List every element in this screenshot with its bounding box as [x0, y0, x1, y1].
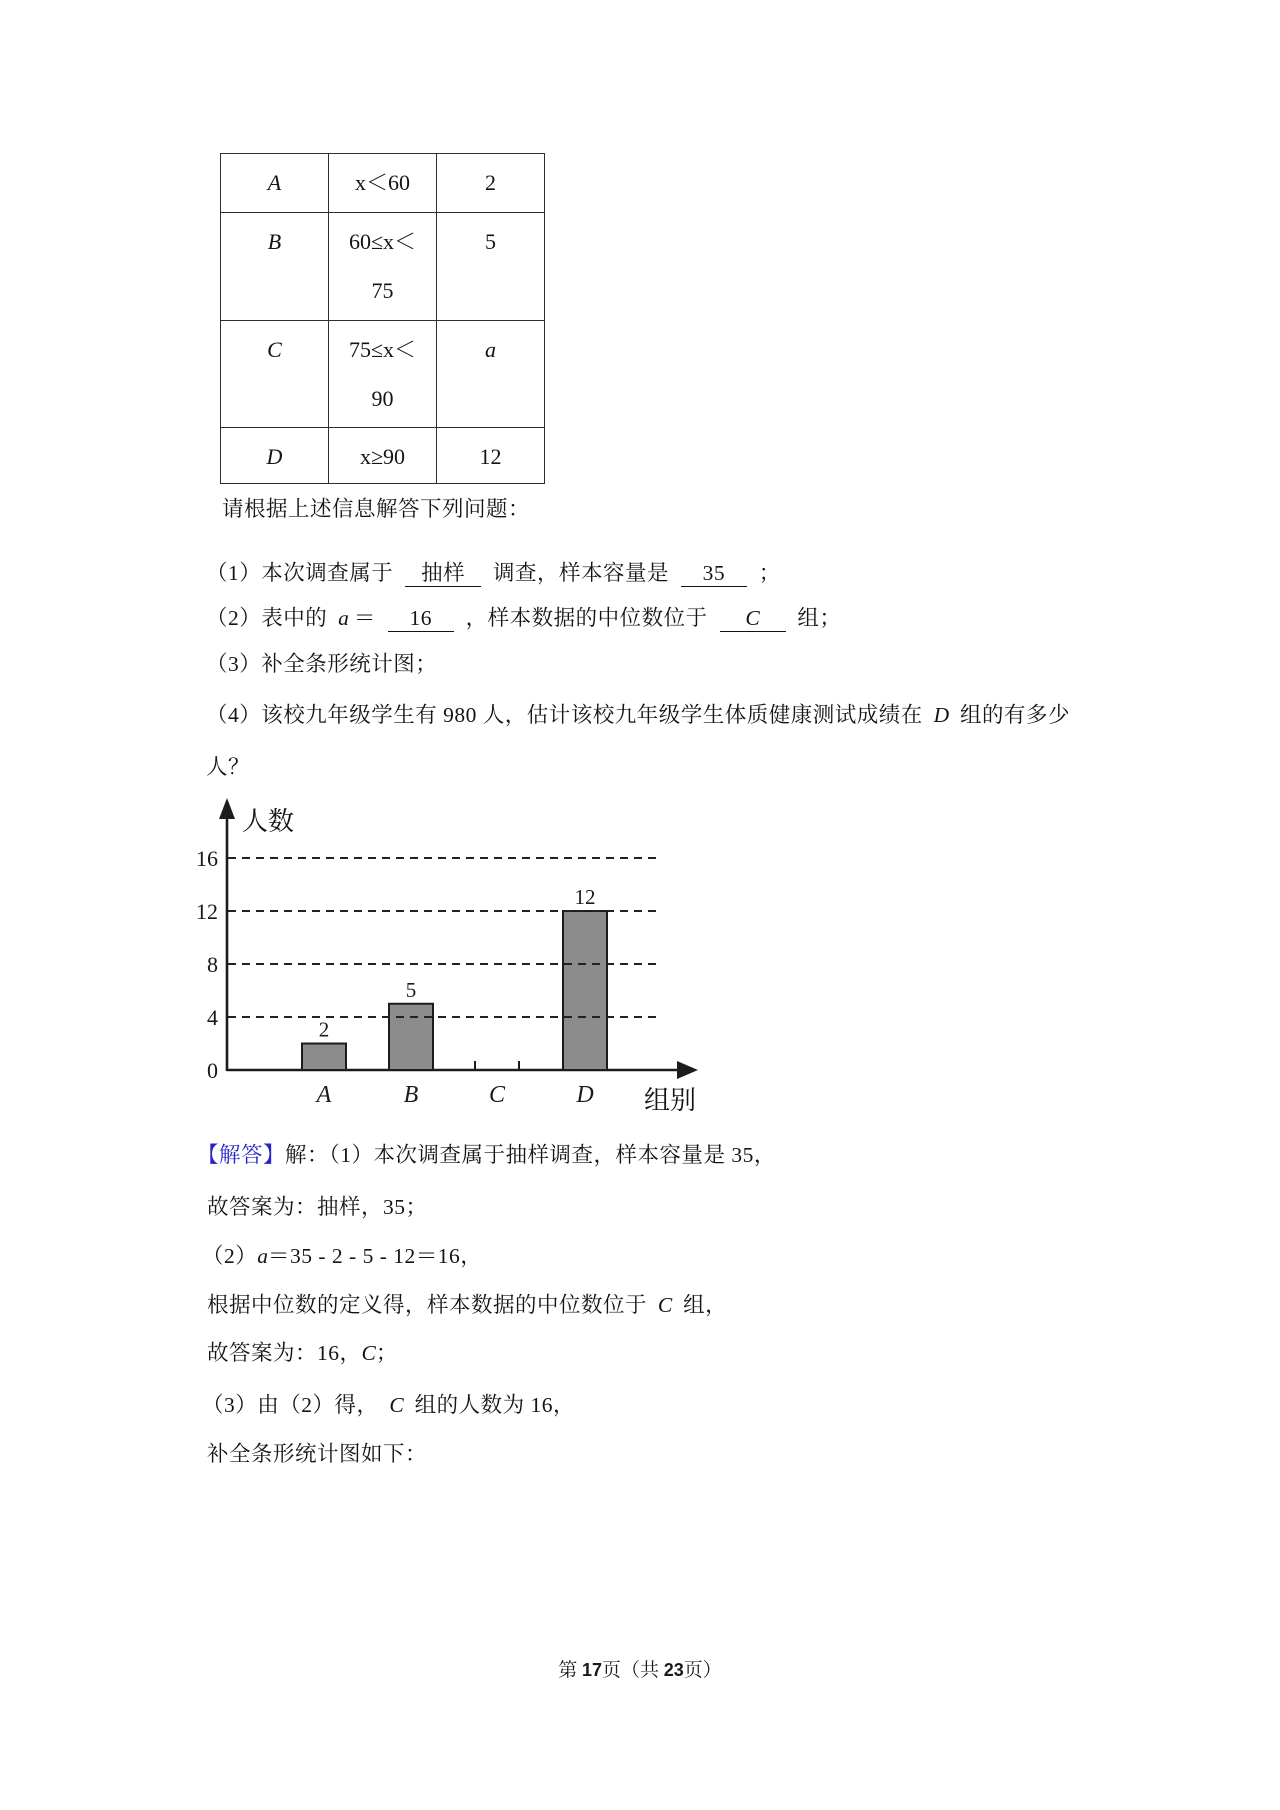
q2-equals: ＝ [353, 606, 376, 630]
range-line: 60≤x＜ [348, 229, 417, 254]
question-1 [206, 556, 781, 587]
bar-value-label: 2 [318, 1017, 330, 1042]
q1-blank-sample-size: 35 [681, 561, 747, 587]
category-label-c: C [488, 1082, 506, 1108]
q1-text-end: ； [758, 561, 781, 585]
table-row [221, 321, 545, 428]
chart-bar-d [563, 911, 607, 1070]
s3-text-post: ＝35 - 2 - 5 - 12＝16， [268, 1244, 483, 1268]
table-cell-count-b: 5 [437, 213, 545, 321]
s4-text-pre: 根据中位数的定义得，样本数据的中位数位于 [207, 1293, 648, 1317]
q4-text-post: 组的有多少 [960, 703, 1071, 727]
s6-text-pre: （3）由（2）得， [202, 1393, 379, 1417]
y-axis-label: 人数 [242, 807, 295, 836]
question-2 [206, 601, 841, 632]
q2-variable-a: a [338, 606, 349, 630]
q2-text-end: 组； [797, 606, 842, 630]
bar-chart [140, 792, 720, 1127]
q2-blank-a-value: 16 [388, 606, 454, 632]
table-row [221, 428, 545, 484]
x-axis-arrow-icon [677, 1061, 698, 1079]
table-cell-count-a: 2 [437, 154, 545, 213]
solution-s1-text: 解：（1）本次调查属于抽样调查，样本容量是 35， [285, 1143, 776, 1167]
s3-variable-a: a [257, 1244, 269, 1268]
solution-line-1 [197, 1138, 776, 1169]
chart-bar-b [389, 1004, 433, 1070]
footer-page-number: 17 [581, 1660, 602, 1680]
solution-line-5 [207, 1336, 398, 1367]
y-tick-label: 8 [207, 952, 218, 977]
solution-line-2: 故答案为：抽样，35； [207, 1195, 428, 1219]
s4-text-post: 组， [683, 1293, 728, 1317]
table-row [221, 213, 545, 321]
s5-text-post: ； [375, 1341, 398, 1365]
x-axis-label: 组别 [644, 1086, 697, 1115]
table-row [221, 154, 545, 213]
q4-text-pre: （4）该校九年级学生有 980 人，估计该校九年级学生体质健康测试成绩在 [206, 703, 923, 727]
y-tick-label: 16 [196, 846, 218, 871]
table-cell-range-a [329, 154, 437, 213]
range-line: 75≤x＜ [348, 337, 417, 362]
category-label-d: D [576, 1082, 594, 1108]
q2-text-mid: ，样本数据的中位数位于 [465, 606, 708, 630]
table-cell-count-c: a [437, 321, 545, 428]
bar-value-label: 12 [574, 885, 596, 909]
q1-text-pre: （1）本次调查属于 [206, 561, 394, 585]
s6-variable-c: C [389, 1393, 404, 1417]
q1-blank-answer-type: 抽样 [405, 561, 481, 587]
s5-text-pre: 故答案为：16， [207, 1341, 362, 1365]
table-cell-range-c [329, 321, 437, 428]
y-tick-label: 4 [207, 1005, 218, 1030]
q2-blank-median-group: C [720, 606, 786, 632]
table-cell-range-b [329, 213, 437, 321]
bar-value-label: 5 [405, 977, 417, 1002]
table-cell-range-d [329, 428, 437, 484]
solution-tag: 【解答】 [197, 1143, 286, 1167]
table-cell-group-d: D [221, 428, 329, 484]
page-footer [0, 1655, 1280, 1682]
s3-text-pre: （2） [202, 1244, 258, 1268]
category-label-b: B [403, 1082, 419, 1108]
range-line: 75 [371, 278, 394, 303]
solution-line-3 [202, 1239, 482, 1270]
question-4-line1 [206, 698, 1070, 729]
range-line: x＜60 [354, 170, 410, 195]
table-cell-group-c: C [221, 321, 329, 428]
q2-text-pre: （2）表中的 [206, 606, 328, 630]
solution-line-4 [207, 1288, 727, 1319]
chart-bar-a [302, 1044, 346, 1071]
s5-variable-c: C [361, 1341, 376, 1365]
solution-line-7: 补全条形统计图如下： [207, 1442, 428, 1466]
q1-text-mid: 调查，样本容量是 [493, 561, 670, 585]
question-4-line2: 人？ [206, 755, 251, 779]
question-3: （3）补全条形统计图； [206, 652, 438, 676]
footer-text: 第 [558, 1660, 582, 1681]
solution-line-6 [202, 1388, 575, 1419]
frequency-table [220, 153, 545, 484]
q4-variable-d: D [933, 703, 950, 727]
intro-text: 请根据上述信息解答下列问题： [222, 497, 531, 521]
y-tick-label: 0 [207, 1058, 218, 1083]
table-cell-group-a: A [221, 154, 329, 213]
table-cell-group-b: B [221, 213, 329, 321]
s6-text-post: 组的人数为 16， [414, 1393, 575, 1417]
y-axis-arrow-icon [219, 798, 235, 819]
table-cell-count-d: 12 [437, 428, 545, 484]
footer-text: 页） [683, 1660, 722, 1681]
footer-text: 页（共 [601, 1660, 664, 1681]
range-line: 90 [371, 386, 394, 411]
category-label-a: A [316, 1082, 332, 1108]
s4-variable-c: C [657, 1293, 673, 1317]
footer-total-pages: 23 [663, 1660, 684, 1680]
range-line: x≥90 [359, 444, 406, 469]
y-tick-label: 12 [196, 899, 218, 924]
chart-plot-area [196, 846, 656, 1108]
